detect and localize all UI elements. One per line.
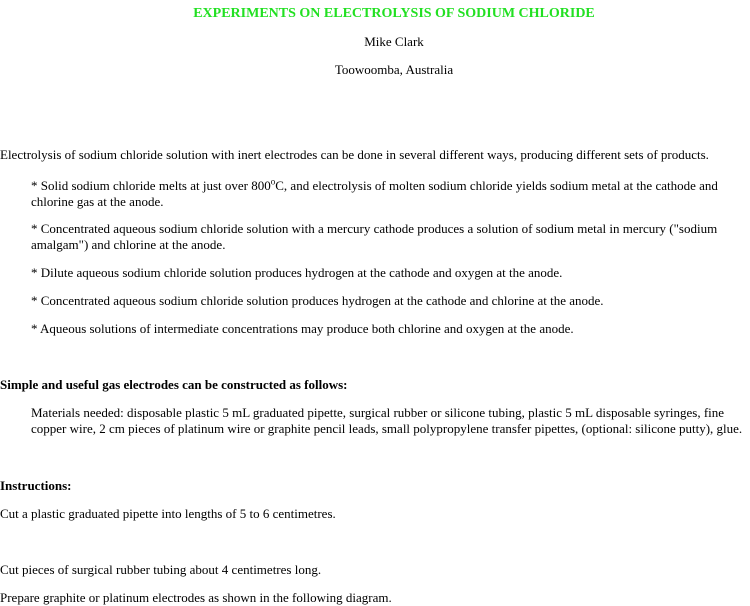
- intro-paragraph: Electrolysis of sodium chloride solution with inert electrodes can be done in several different ways, producing different sets of products.: [0, 147, 709, 162]
- degree-superscript: o: [270, 176, 276, 187]
- method-item-mercury: * Concentrated aqueous sodium chloride solution with a mercury cathode produces a solution of sodium metal in mercury ("sodium amalgam") and chlorine at the anode.: [31, 221, 718, 252]
- materials-paragraph: Materials needed: disposable plastic 5 mL graduated pipette, surgical rubber or silicone tubing, plastic 5 mL disposable syringes, fine copper wire, 2 cm pieces of platinum wire or graphite pencil leads, small polypropylene transfer pipettes, (optional: silicone putty), glue.: [31, 405, 743, 436]
- method-item-molten-text-a: * Solid sodium chloride melts at just over 800: [31, 178, 271, 193]
- instructions-heading: Instructions:: [0, 478, 72, 493]
- author-location: Toowoomba, Australia: [334, 62, 454, 77]
- method-item-intermediate: * Aqueous solutions of intermediate concentrations may produce both chlorine and oxygen at the anode.: [31, 321, 574, 336]
- method-item-dilute: * Dilute aqueous sodium chloride solution produces hydrogen at the cathode and oxygen at the anode.: [31, 265, 563, 280]
- instruction-step-prepare-electrodes: Prepare graphite or platinum electrodes as shown in the following diagram.: [0, 590, 392, 605]
- page-title: EXPERIMENTS ON ELECTROLYSIS OF SODIUM CHLORIDE: [193, 6, 595, 21]
- instruction-step-cut-pipette: Cut a plastic graduated pipette into lengths of 5 to 6 centimetres.: [0, 506, 336, 521]
- method-item-molten: [31, 178, 750, 210]
- method-item-molten-text-b: C, and electrolysis of molten sodium chloride yields sodium metal at the cathode and chlorine gas at the anode.: [31, 178, 718, 209]
- instruction-step-cut-tubing: Cut pieces of surgical rubber tubing about 4 centimetres long.: [0, 562, 322, 577]
- electrodes-heading: Simple and useful gas electrodes can be constructed as follows:: [0, 377, 348, 392]
- method-item-concentrated: * Concentrated aqueous sodium chloride solution produces hydrogen at the cathode and chlorine at the anode.: [31, 293, 604, 308]
- author-name: Mike Clark: [364, 34, 424, 49]
